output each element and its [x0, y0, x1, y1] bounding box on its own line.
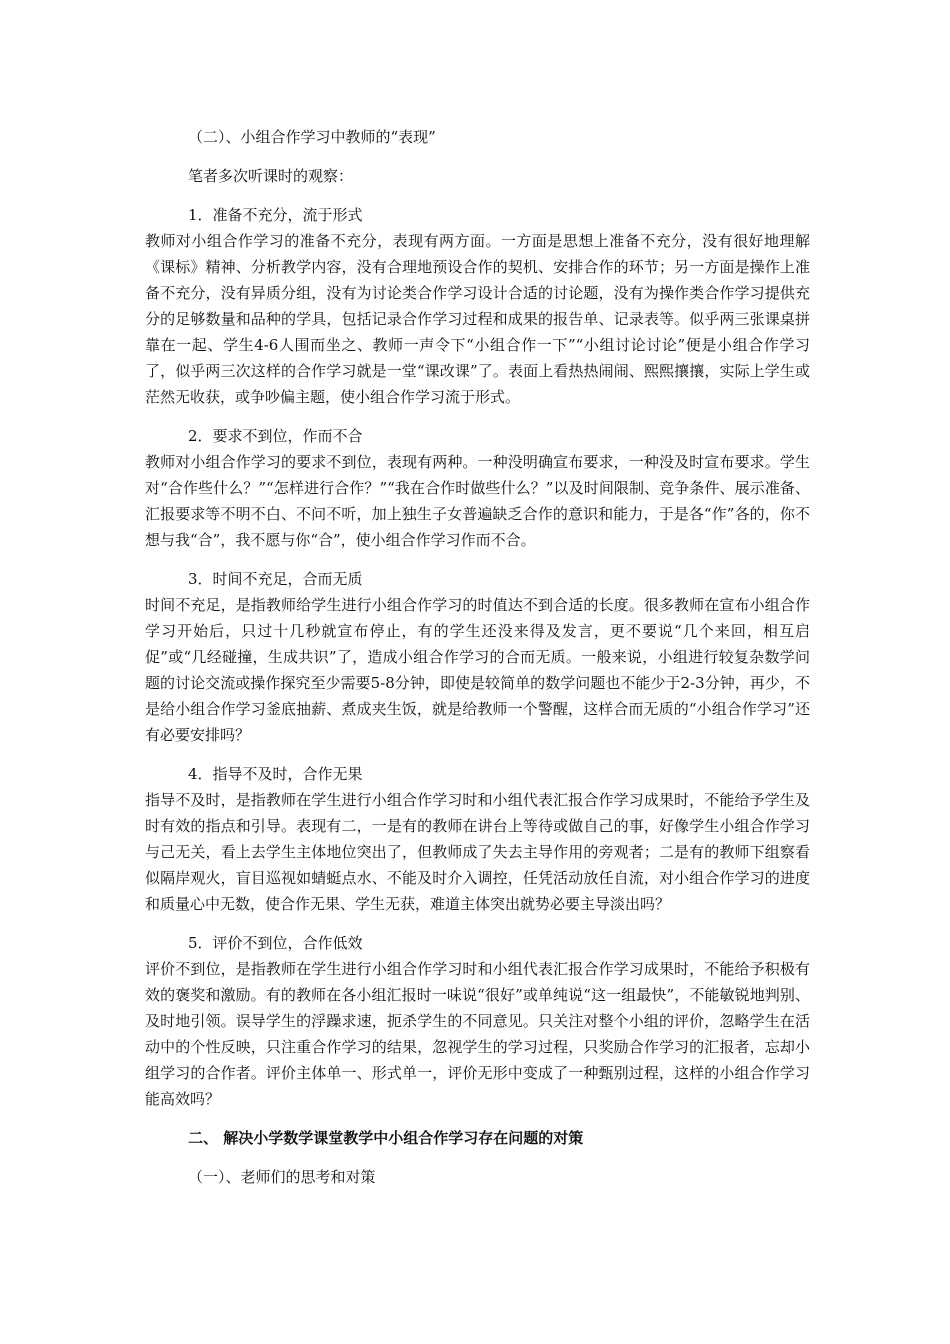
item-heading: 1．准备不充分，流于形式: [188, 206, 363, 224]
item-heading: 4．指导不及时，合作无果: [188, 765, 363, 783]
problem-item-3: [145, 566, 810, 748]
problem-item-1: [145, 202, 810, 410]
item-heading: 3．时间不充足，合而无质: [188, 570, 363, 588]
intro-text: 笔者多次听课时的观察：: [188, 167, 354, 185]
item-body: 评价不到位，是指教师在学生进行小组合作学习时和小组代表汇报合作学习成果时，不能给予积极有效的褒奖和激励。有的教师在各小组汇报时一味说“很好”或单纯说“这一组最快”，不能敏锐地判别、及时地引领。误导学生的浮躁求速，扼杀学生的不同意见。只关注对整个小组的评价，忽略学生在活动中的个性反映，只注重合作学习的结果，忽视学生的学习过程，只奖励合作学习的汇报者，忘却小组学习的合作者。评价主体单一、形式单一，评价无形中变成了一种甄别过程，这样的小组合作学习能高效吗？: [145, 960, 810, 1108]
document-body: [145, 124, 810, 1190]
item-body: 时间不充足，是指教师给学生进行小组合作学习的时值达不到合适的长度。很多教师在宣布小组合作学习开始后，只过十几秒就宣布停止，有的学生还没来得及发言，更不要说“几个来回，相互启促”或“几经碰撞，生成共识”了，造成小组合作学习的合而无质。一般来说，小组进行较复杂数学问题的讨论交流或操作探究至少需要5-8分钟，即使是较简单的数学问题也不能少于2-3分钟，再少，不是给小组合作学习釜底抽薪、煮成夹生饭，就是给教师一个警醒，这样合而无质的“小组合作学习”还有必要安排吗？: [145, 596, 810, 744]
part-two-title: 二、 解决小学数学课堂教学中小组合作学习存在问题的对策: [188, 1129, 584, 1147]
problem-item-2: [145, 423, 810, 553]
item-body: 教师对小组合作学习的准备不充分，表现有两方面。一方面是思想上准备不充分，没有很好地理解《课标》精神、分析教学内容，没有合理地预设合作的契机、安排合作的环节；另一方面是操作上准备不充分，没有异质分组，没有为讨论类合作学习设计合适的讨论题，没有为操作类合作学习提供充分的足够数量和品种的学具，包括记录合作学习过程和成果的报告单、记录表等。似乎两三张课桌拼靠在一起、学生4-6人围而坐之、教师一声令下“小组合作一下”“小组讨论讨论”便是小组合作学习了，似乎两三次这样的合作学习就是一堂“课改课”了。表面上看热热闹闹、熙熙攘攘，实际上学生或茫然无收获，或争吵偏主题，使小组合作学习流于形式。: [145, 232, 810, 406]
problem-item-5: [145, 930, 810, 1112]
item-body: 教师对小组合作学习的要求不到位，表现有两种。一种没明确宣布要求，一种没及时宣布要求。学生对“合作些什么？”“怎样进行合作？”“我在合作时做些什么？”以及时间限制、竞争条件、展示准备、汇报要求等不明不白、不问不听，加上独生子女普遍缺乏合作的意识和能力，于是各“作”各的，你不想与我“合”，我不愿与你“合”，使小组合作学习作而不合。: [145, 453, 810, 549]
item-body: 指导不及时，是指教师在学生进行小组合作学习时和小组代表汇报合作学习成果时，不能给予学生及时有效的指点和引导。表现有二，一是有的教师在讲台上等待或做自己的事，好像学生小组合作学习与己无关，看上去学生主体地位突出了，但教师成了失去主导作用的旁观者；二是有的教师下组察看似隔岸观火，盲目巡视如蜻蜓点水、不能及时介入调控，任凭活动放任自流，对小组合作学习的进度和质量心中无数，使合作无果、学生无获，难道主体突出就势必要主导淡出吗？: [145, 791, 810, 913]
item-heading: 5．评价不到位，合作低效: [188, 934, 363, 952]
item-heading: 2．要求不到位，作而不合: [188, 427, 363, 445]
subsection-title: （一）、老师们的思考和对策: [188, 1168, 376, 1186]
problem-item-4: [145, 761, 810, 917]
section-title: （二）、小组合作学习中教师的“表现”: [188, 128, 436, 146]
